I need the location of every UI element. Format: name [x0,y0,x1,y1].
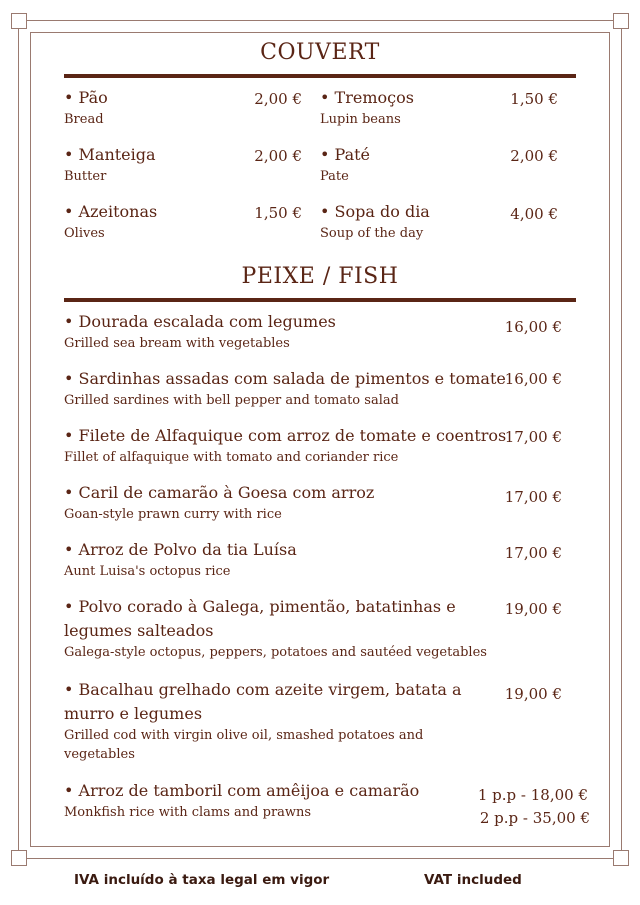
couvert-item-lupin [320,86,414,129]
item-price-two-persons: 2 p.p - 35,00 € [479,809,590,827]
item-price: 1,50 € [254,204,302,222]
item-translation: Grilled cod with virgin olive oil, smashed potatoes and [64,728,424,743]
item-name: • Bacalhau grelhado com azeite virgem, batata a [64,680,462,699]
item-price: 19,00 € [504,600,562,618]
item-name: • Sardinhas assadas com salada de pimentos e tomate [64,369,506,388]
couvert-item-soup [320,200,430,243]
fish-divider [64,298,576,302]
item-name: • Paté [320,145,371,164]
item-price: 2,00 € [254,90,302,108]
item-translation: Bread [64,112,104,127]
couvert-divider [64,74,576,78]
item-translation-continued: vegetables [64,747,135,762]
item-name: • Pão [64,88,108,107]
fish-item-octopus-rice [64,538,297,581]
item-name: • Sopa do dia [320,202,430,221]
item-price: 17,00 € [504,544,562,562]
couvert-item-pate [320,143,370,186]
item-translation: Grilled sardines with bell pepper and tomato salad [64,393,399,408]
corner-ornament [613,850,629,866]
fish-item-galega-octopus [64,595,487,662]
item-name: • Azeitonas [64,202,158,221]
item-name: • Arroz de tamboril com amêijoa e camarão [64,781,420,800]
item-price: 19,00 € [504,685,562,703]
item-price: 1,50 € [510,90,558,108]
couvert-item-butter [64,143,156,186]
item-translation: Lupin beans [320,112,401,127]
footer-vat-en: VAT included [424,872,522,888]
item-translation: Galega-style octopus, peppers, potatoes and sautéed vegetables [64,645,487,660]
item-translation: Olives [64,226,105,241]
fish-item-monkfish-rice [64,779,419,822]
item-price: 2,00 € [510,147,558,165]
item-name: • Filete de Alfaquique com arroz de tomate e coentros [64,426,507,445]
item-name-continued: murro e legumes [64,704,203,723]
footer-vat-pt: IVA incluído à taxa legal em vigor [74,872,330,888]
item-name: • Caril de camarão à Goesa com arroz [64,483,375,502]
corner-ornament [11,13,27,29]
item-price: 16,00 € [504,370,562,388]
item-translation: Pate [320,169,349,184]
couvert-title: COUVERT [260,40,380,65]
item-name: • Tremoços [320,88,414,107]
fish-item-grilled-cod [64,678,462,764]
item-translation: Soup of the day [320,226,424,241]
item-translation: Goan-style prawn curry with rice [64,507,282,522]
item-price: 4,00 € [510,205,558,223]
item-translation: Aunt Luisa's octopus rice [64,564,231,579]
couvert-item-bread [64,86,108,129]
item-translation: Butter [64,169,107,184]
item-translation: Grilled sea bream with vegetables [64,336,290,351]
item-translation: Fillet of alfaquique with tomato and coriander rice [64,450,399,465]
item-name: • Arroz de Polvo da tia Luísa [64,540,297,559]
item-price: 16,00 € [504,318,562,336]
corner-ornament [11,850,27,866]
item-name: • Polvo corado à Galega, pimentão, batatinhas e [64,597,456,616]
item-name: • Dourada escalada com legumes [64,312,336,331]
item-translation: Monkfish rice with clams and prawns [64,805,312,820]
fish-item-alfaquique [64,424,506,467]
item-price: 17,00 € [504,428,562,446]
item-price: 2,00 € [254,147,302,165]
couvert-item-olives [64,200,157,243]
item-price: 17,00 € [504,488,562,506]
fish-item-sardines [64,367,506,410]
corner-ornament [613,13,629,29]
fish-item-sea-bream [64,310,336,353]
item-name: • Manteiga [64,145,156,164]
item-price-one-person: 1 p.p - 18,00 € [477,786,588,804]
fish-title: PEIXE / FISH [241,264,399,289]
item-name-continued: legumes salteados [64,621,214,640]
fish-item-prawn-curry [64,481,374,524]
